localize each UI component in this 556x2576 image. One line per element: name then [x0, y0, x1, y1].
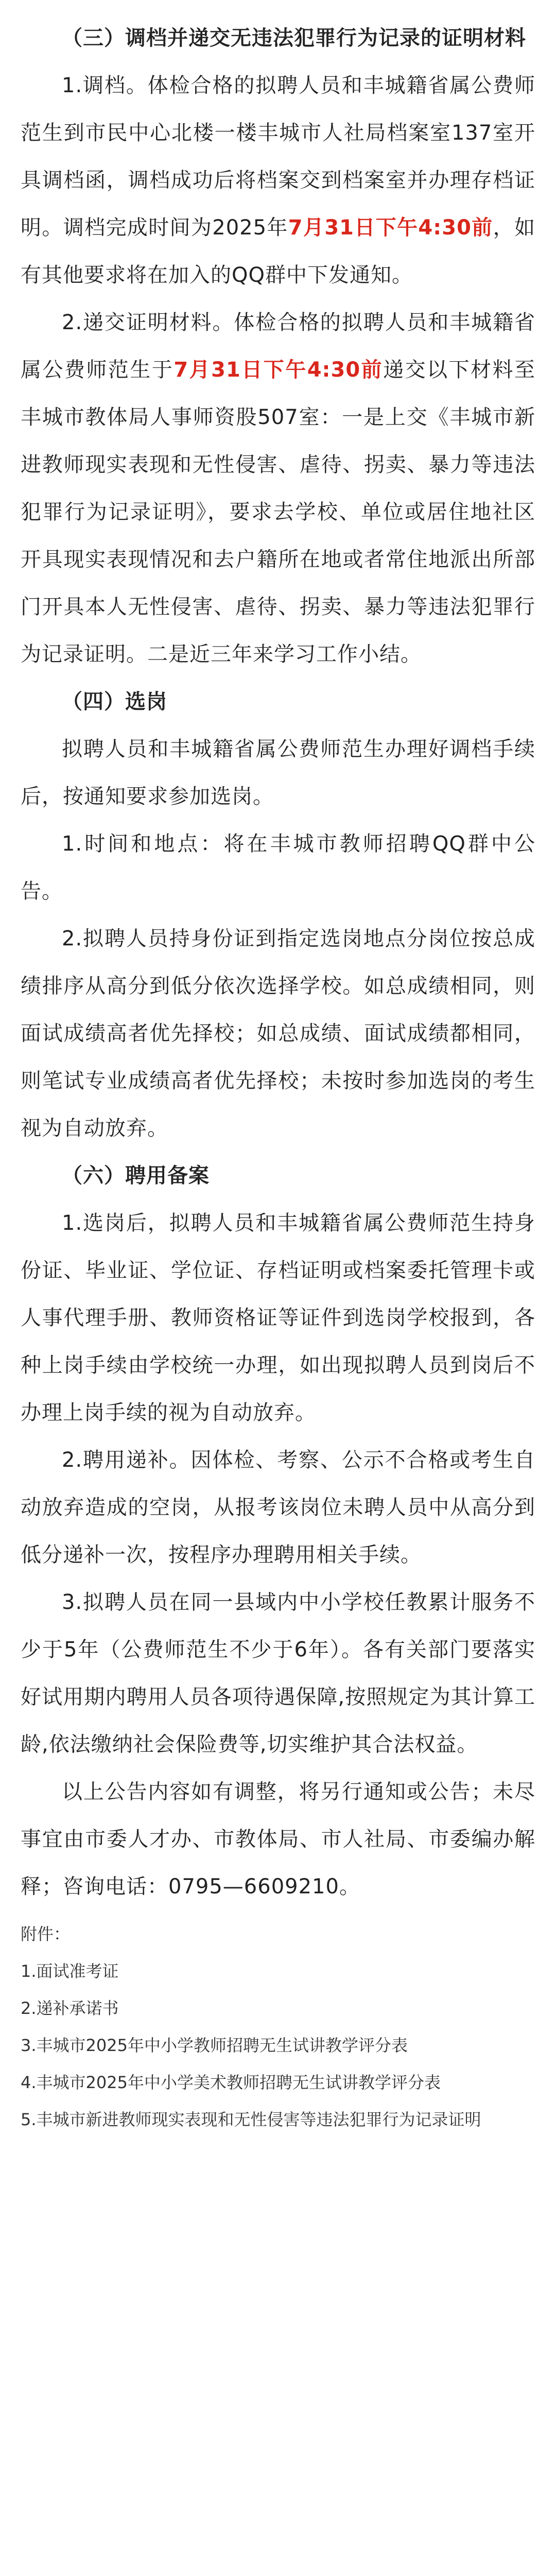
- attachment-item-5: 5.丰城市新进教师现实表现和无性侵害等违法犯罪行为记录证明: [21, 2110, 481, 2129]
- s3-p1-text-a: 1.调档。体检合格的拟聘人员和丰城籍省属公费师范生到市民中心北楼一楼丰城市人社局档案室137室开具调档函，调档成功后将档案交到档案室并办理存档证明。调档完成时间为2025年: [21, 74, 535, 240]
- closing-paragraph: 以上公告内容如有调整，将另行通知或公告；未尽事宜由市委人才办、市教体局、市人社局、市委编办解释；咨询电话：0795—6609210。: [21, 1780, 535, 1899]
- section-3-paragraph-2: [21, 299, 535, 678]
- section-6-paragraph-1: 1.选岗后，拟聘人员和丰城籍省属公费师范生持身份证、毕业证、学位证、存档证明或档案委托管理卡或人事代理手册、教师资格证等证件到选岗学校报到，各种上岗手续由学校统一办理，如出现拟聘人员到岗后不办理上岗手续的视为自动放弃。: [21, 1211, 535, 1425]
- section-4-paragraph-2: 2.拟聘人员持身份证到指定选岗地点分岗位按总成绩排序从高分到低分依次选择学校。如总成绩相同，则面试成绩高者优先择校；如总成绩、面试成绩都相同，则笔试专业成绩高者优先择校；未按时参加选岗的考生视为自动放弃。: [21, 927, 535, 1140]
- section-3-paragraph-1: [21, 62, 535, 299]
- section-4-paragraph-0: 拟聘人员和丰城籍省属公费师范生办理好调档手续后，按通知要求参加选岗。: [21, 737, 535, 808]
- attachment-item-4: 4.丰城市2025年中小学美术教师招聘无生试讲教学评分表: [21, 2073, 441, 2092]
- s3-p2-deadline: 7月31日下午4:30前: [173, 358, 384, 382]
- section-6-paragraph-3: 3.拟聘人员在同一县域内中小学校任教累计服务不少于5年（公费师范生不少于6年）。各有关部门要落实好试用期内聘用人员各项待遇保障,按照规定为其计算工龄,依法缴纳社会保险费等,切实维护其合法权益。: [21, 1590, 535, 1756]
- section-6-paragraph-2: 2.聘用递补。因体检、考察、公示不合格或考生自动放弃造成的空岗，从报考该岗位未聘人员中从高分到低分递补一次，按程序办理聘用相关手续。: [21, 1448, 535, 1567]
- section-4-title: （四）选岗: [62, 690, 167, 714]
- attachment-item-3: 3.丰城市2025年中小学教师招聘无生试讲教学评分表: [21, 2036, 408, 2055]
- s3-p2-text-b: 递交以下材料至丰城市教体局人事师资股507室：一是上交《丰城市新进教师现实表现和无性侵害、虐待、拐卖、暴力等违法犯罪行为记录证明》，要求去学校、单位或居住地社区开具现实表现情况和去户籍所在地或者常住地派出所部门开具本人无性侵害、虐待、拐卖、暴力等违法犯罪行为记录证明。二是近三年来学习工作小结。: [21, 358, 536, 666]
- s3-p2-text-a: 2.递交证明材料。体检合格的拟聘人员和丰城籍省属公费师范生于: [21, 311, 535, 382]
- section-4-paragraph-1: 1.时间和地点：将在丰城市教师招聘QQ群中公告。: [21, 832, 535, 903]
- attachments-title: 附件：: [21, 1924, 71, 1944]
- attachment-item-1: 1.面试准考证: [21, 1961, 119, 1981]
- section-6-title: （六）聘用备案: [62, 1164, 210, 1188]
- attachment-item-2: 2.递补承诺书: [21, 1998, 119, 2018]
- s3-p1-text-b: ，如有其他要求将在加入的QQ群中下发通知。: [21, 216, 536, 287]
- s3-p1-deadline: 7月31日下午4:30前: [288, 216, 493, 240]
- section-3-title: （三）调档并递交无违法犯罪行为记录的证明材料: [62, 26, 526, 50]
